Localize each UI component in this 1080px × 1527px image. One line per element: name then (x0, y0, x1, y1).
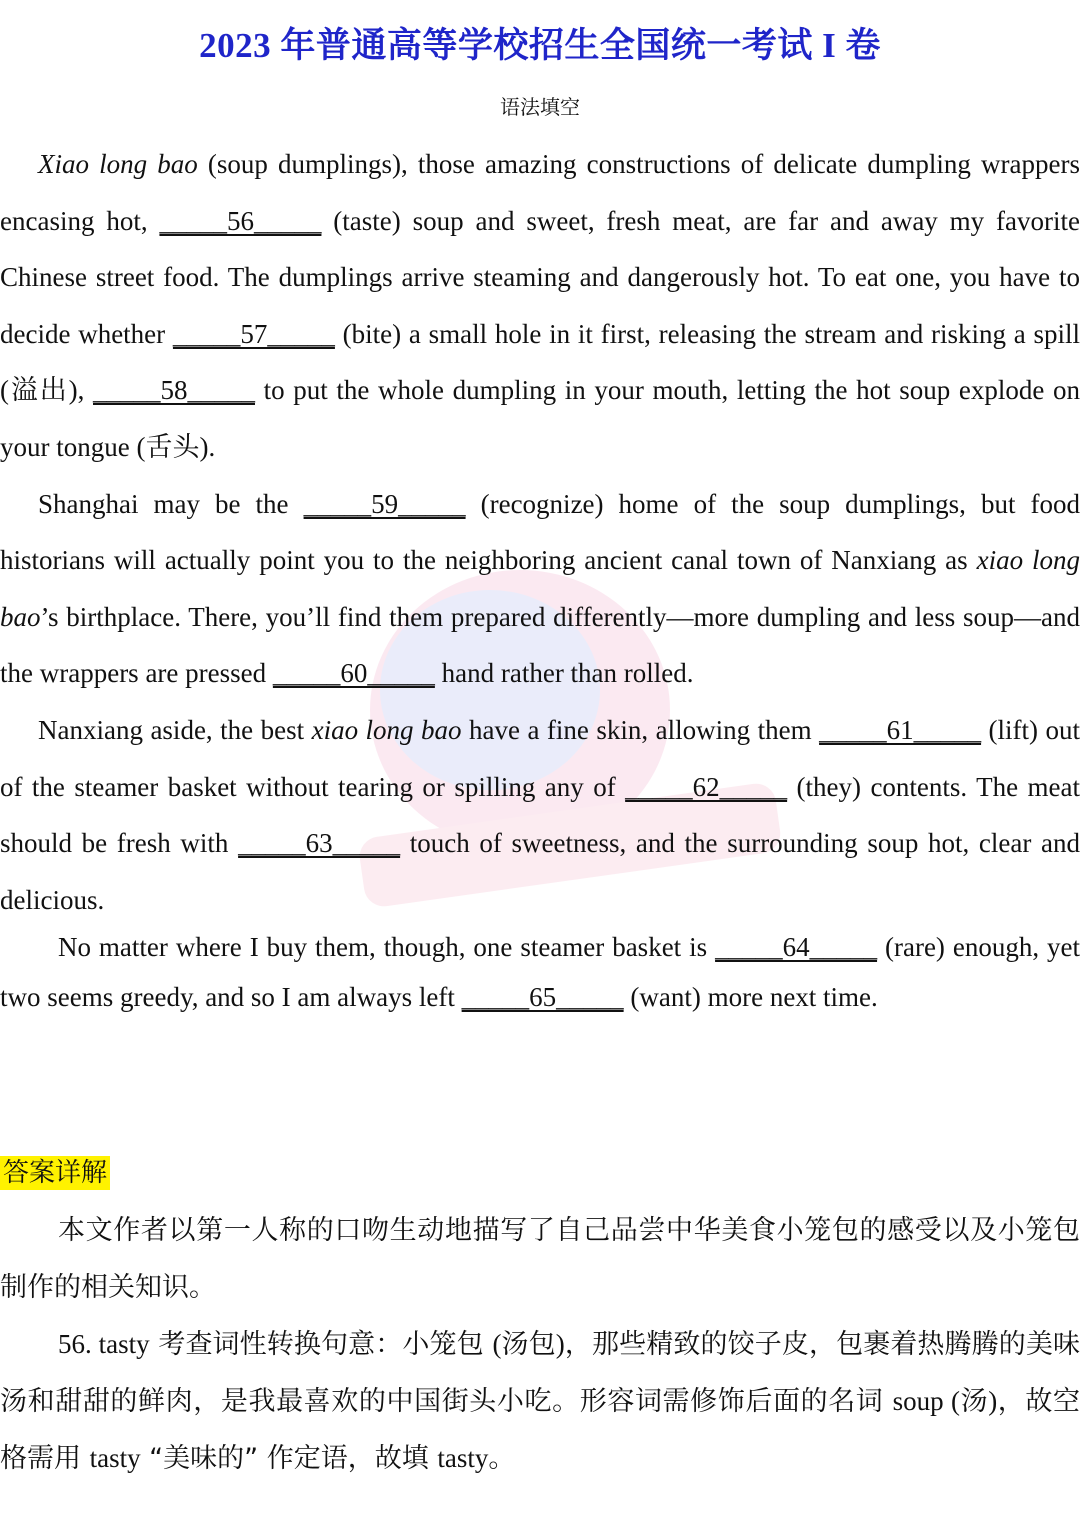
paragraph-2 (0, 476, 1080, 702)
passage-text: hand rather than rolled. (434, 658, 694, 689)
passage-text: (want) more next time. (623, 982, 878, 1013)
paragraph-3 (0, 702, 1080, 928)
passage-text: (taste) soup and sweet, fresh meat, are far and away my favorite Chinese street food. The dumplings arrive steaming and dangerously hot. To eat one, you have to decide whether (0, 205, 1080, 349)
answer-explanation (0, 1202, 1080, 1487)
answer-56 (0, 1316, 1080, 1487)
answer-text-en: soup ( (892, 1386, 960, 1416)
blank-58: _____58_____ (93, 375, 255, 406)
answer-text-en: ) (988, 1386, 998, 1416)
answer-text-en: ) (555, 1329, 565, 1359)
italic-term: Xiao long bao (38, 149, 198, 179)
italic-term: xiao long bao (311, 714, 462, 745)
answer-text: ，那些精致的饺子皮，包裹着热腾腾的美味汤和甜甜的鲜肉，是我最喜欢的中国街头小吃。形容词需修饰后面的名词 (0, 1329, 1080, 1417)
passage-text: (lift) out of the steamer basket without tearing or spilling any of (0, 714, 1080, 802)
answer-text-en: ( (492, 1329, 502, 1359)
paragraph-1 (0, 136, 1080, 476)
answer-summary: 本文作者以第一人称的口吻生动地描写了自己品尝中华美食小笼包的感受以及小笼包制作的相关知识。 (0, 1215, 1080, 1303)
passage-text: Shanghai may be the (38, 488, 304, 519)
passage-text: (soup dumplings), those amazing constructions of delicate dumpling wrappers encasing hot, (0, 149, 1080, 236)
answer-text: 汤 (959, 1386, 989, 1417)
passage-text: touch of sweetness, and the surrounding soup hot, clear and delicious. (0, 828, 1080, 915)
passage-text: No matter where I buy them, though, one steamer basket is (58, 932, 716, 963)
passage-text: have a fine skin, allowing them (461, 714, 820, 745)
passage-text: ’s birthplace. There, you’ll find them prepared differently—more dumpling and less soup—and the wrappers are pressed (0, 601, 1080, 689)
answer-number: 56. tasty (58, 1329, 150, 1359)
blank-62: _____62_____ (625, 771, 788, 802)
passage-text: (they) contents. The meat should be fresh with (0, 771, 1080, 859)
passage-text: to put the whole dumpling in your mouth, letting the hot soup explode on your tongue (舌头). (0, 375, 1080, 462)
page-title: 2023 年普通高等学校招生全国统一考试 I 卷 (199, 26, 881, 65)
answer-text: 汤包 (501, 1329, 556, 1360)
blank-57: _____57_____ (172, 318, 335, 349)
passage-text: (recognize) home of the soup dumplings, but food historians will actually point you to the neighboring ancient canal town of Nanxiang as (0, 488, 1080, 576)
answer-text: ，故空格需用 (0, 1386, 1080, 1474)
blank-61: _____61_____ (819, 714, 982, 745)
blank-60: _____60_____ (272, 658, 435, 689)
answer-text-en: tasty (437, 1443, 489, 1473)
italic-term: xiao long bao (0, 545, 1080, 632)
blank-56: _____56_____ (159, 205, 322, 236)
passage (0, 136, 1080, 1022)
blank-59: _____59_____ (303, 488, 466, 519)
passage-text: (rare) enough, yet two seems greedy, and so I am always left (0, 932, 1080, 1013)
answer-text-en: tasty (89, 1443, 141, 1473)
blank-65: _____65_____ (461, 982, 624, 1013)
answer-heading: 答案详解 (0, 1156, 110, 1190)
answer-text: 。 (488, 1443, 516, 1474)
blank-64: _____64_____ (715, 932, 878, 963)
passage-text: Nanxiang aside, the best (38, 714, 312, 745)
paragraph-4 (0, 922, 1080, 1022)
passage-text: (bite) a small hole in it first, releasing the stream and risking a spill (溢出), (0, 318, 1080, 406)
answer-text: 考查词性转换句意：小笼包 (149, 1329, 493, 1360)
blank-63: _____63_____ (238, 828, 401, 859)
answer-text: “美味的” 作定语，故填 (140, 1443, 438, 1474)
section-subtitle: 语法填空 (500, 95, 580, 119)
